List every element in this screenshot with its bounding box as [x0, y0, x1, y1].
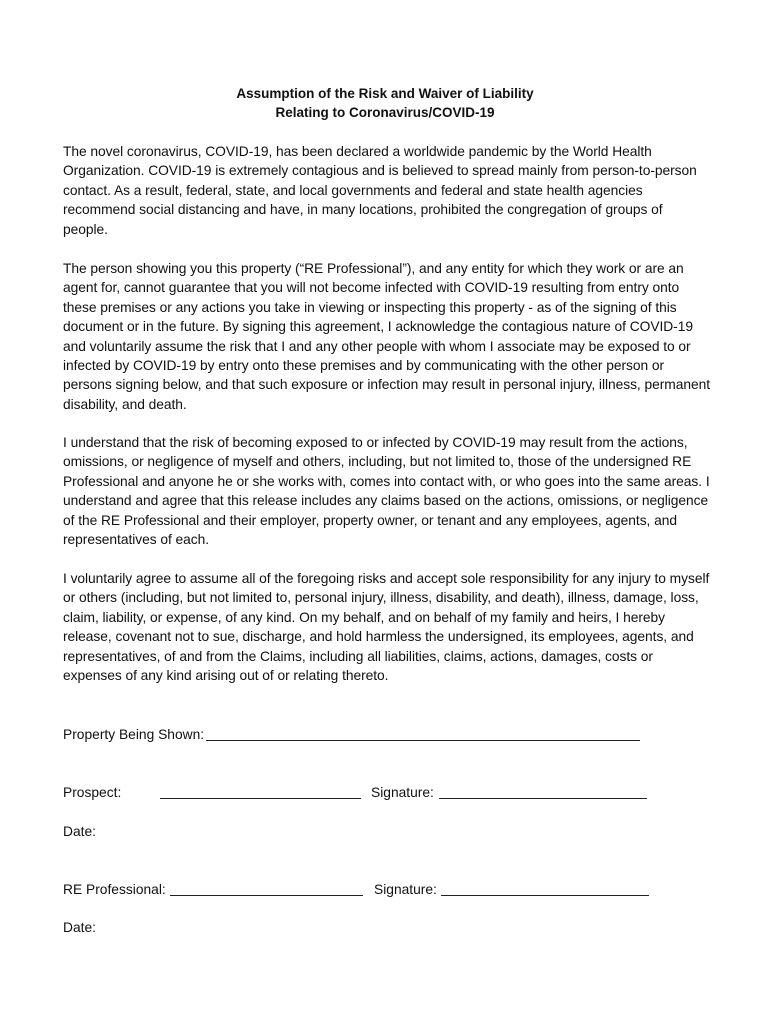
paragraph-voluntary-release: I voluntarily agree to assume all of the foregoing risks and accept sole responsibility for any injury to myself or others (including, but not limited to, personal injury, illness, disability, and death), illness, damage, loss, claim, liability, or expense, of any kind. On my behalf, and on behalf of my family and heirs, I hereby release, covenant not to sue, discharge, and hold harmless the undersigned, its employees, agents, and representatives, of and from the Claims, including all liabilities, claims, actions, damages, costs or expenses of any kind arising out of or relating thereto.	[63, 571, 710, 684]
document-subtitle: Relating to Coronavirus/COVID-19	[275, 105, 495, 120]
prospect-signature-line[interactable]	[439, 798, 647, 799]
paragraph-pandemic-intro: The novel coronavirus, COVID-19, has been declared a worldwide pandemic by the World Health Organization. COVID-19 is extremely contagious and is believed to spread mainly from person-to-person contact. As a result, federal, state, and local governments and federal and state health agencies recommend social distancing and have, in many locations, prohibited the congregation of groups of people.	[63, 144, 697, 237]
prospect-input-line[interactable]	[160, 798, 361, 799]
prospect-signature-label: Signature:	[371, 785, 434, 800]
property-input-line[interactable]	[206, 740, 640, 741]
re-professional-signature-line[interactable]	[441, 895, 649, 896]
property-label: Property Being Shown:	[63, 727, 205, 742]
paragraph-risk-understanding: I understand that the risk of becoming exposed to or infected by COVID-19 may result from the actions, omissions, or negligence of myself and others, including, but not limited to, those of the undersigned RE Professional and anyone he or she works with, comes into contact with, or who goes into the same areas. I understand and agree that this release includes any claims based on the actions, omissions, or negligence of the RE Professional and their employer, property owner, or tenant and any employees, agents, and representatives of each.	[63, 435, 710, 548]
prospect-label: Prospect:	[63, 785, 122, 800]
paragraph-re-professional-disclaimer: The person showing you this property (“RE Professional”), and any entity for which they work or are an agent for, cannot guarantee that you will not become infected with COVID-19 resulting from entry onto these premises or any actions you take in viewing or inspecting this property - as of the signing of this document or in the future. By signing this agreement, I acknowledge the contagious nature of COVID-19 and voluntarily assume the risk that I and any other people with whom I associate may be exposed to or infected by COVID-19 by entry onto these premises and by communicating with the other person or persons signing below, and that such exposure or infection may result in personal injury, illness, permanent disability, and death.	[63, 261, 710, 412]
re-professional-date-label: Date:	[63, 920, 96, 935]
prospect-date-label: Date:	[63, 824, 96, 839]
re-professional-input-line[interactable]	[170, 895, 363, 896]
re-professional-signature-label: Signature:	[374, 882, 437, 897]
re-professional-label: RE Professional:	[63, 882, 166, 897]
document-title: Assumption of the Risk and Waiver of Liability	[236, 86, 534, 101]
